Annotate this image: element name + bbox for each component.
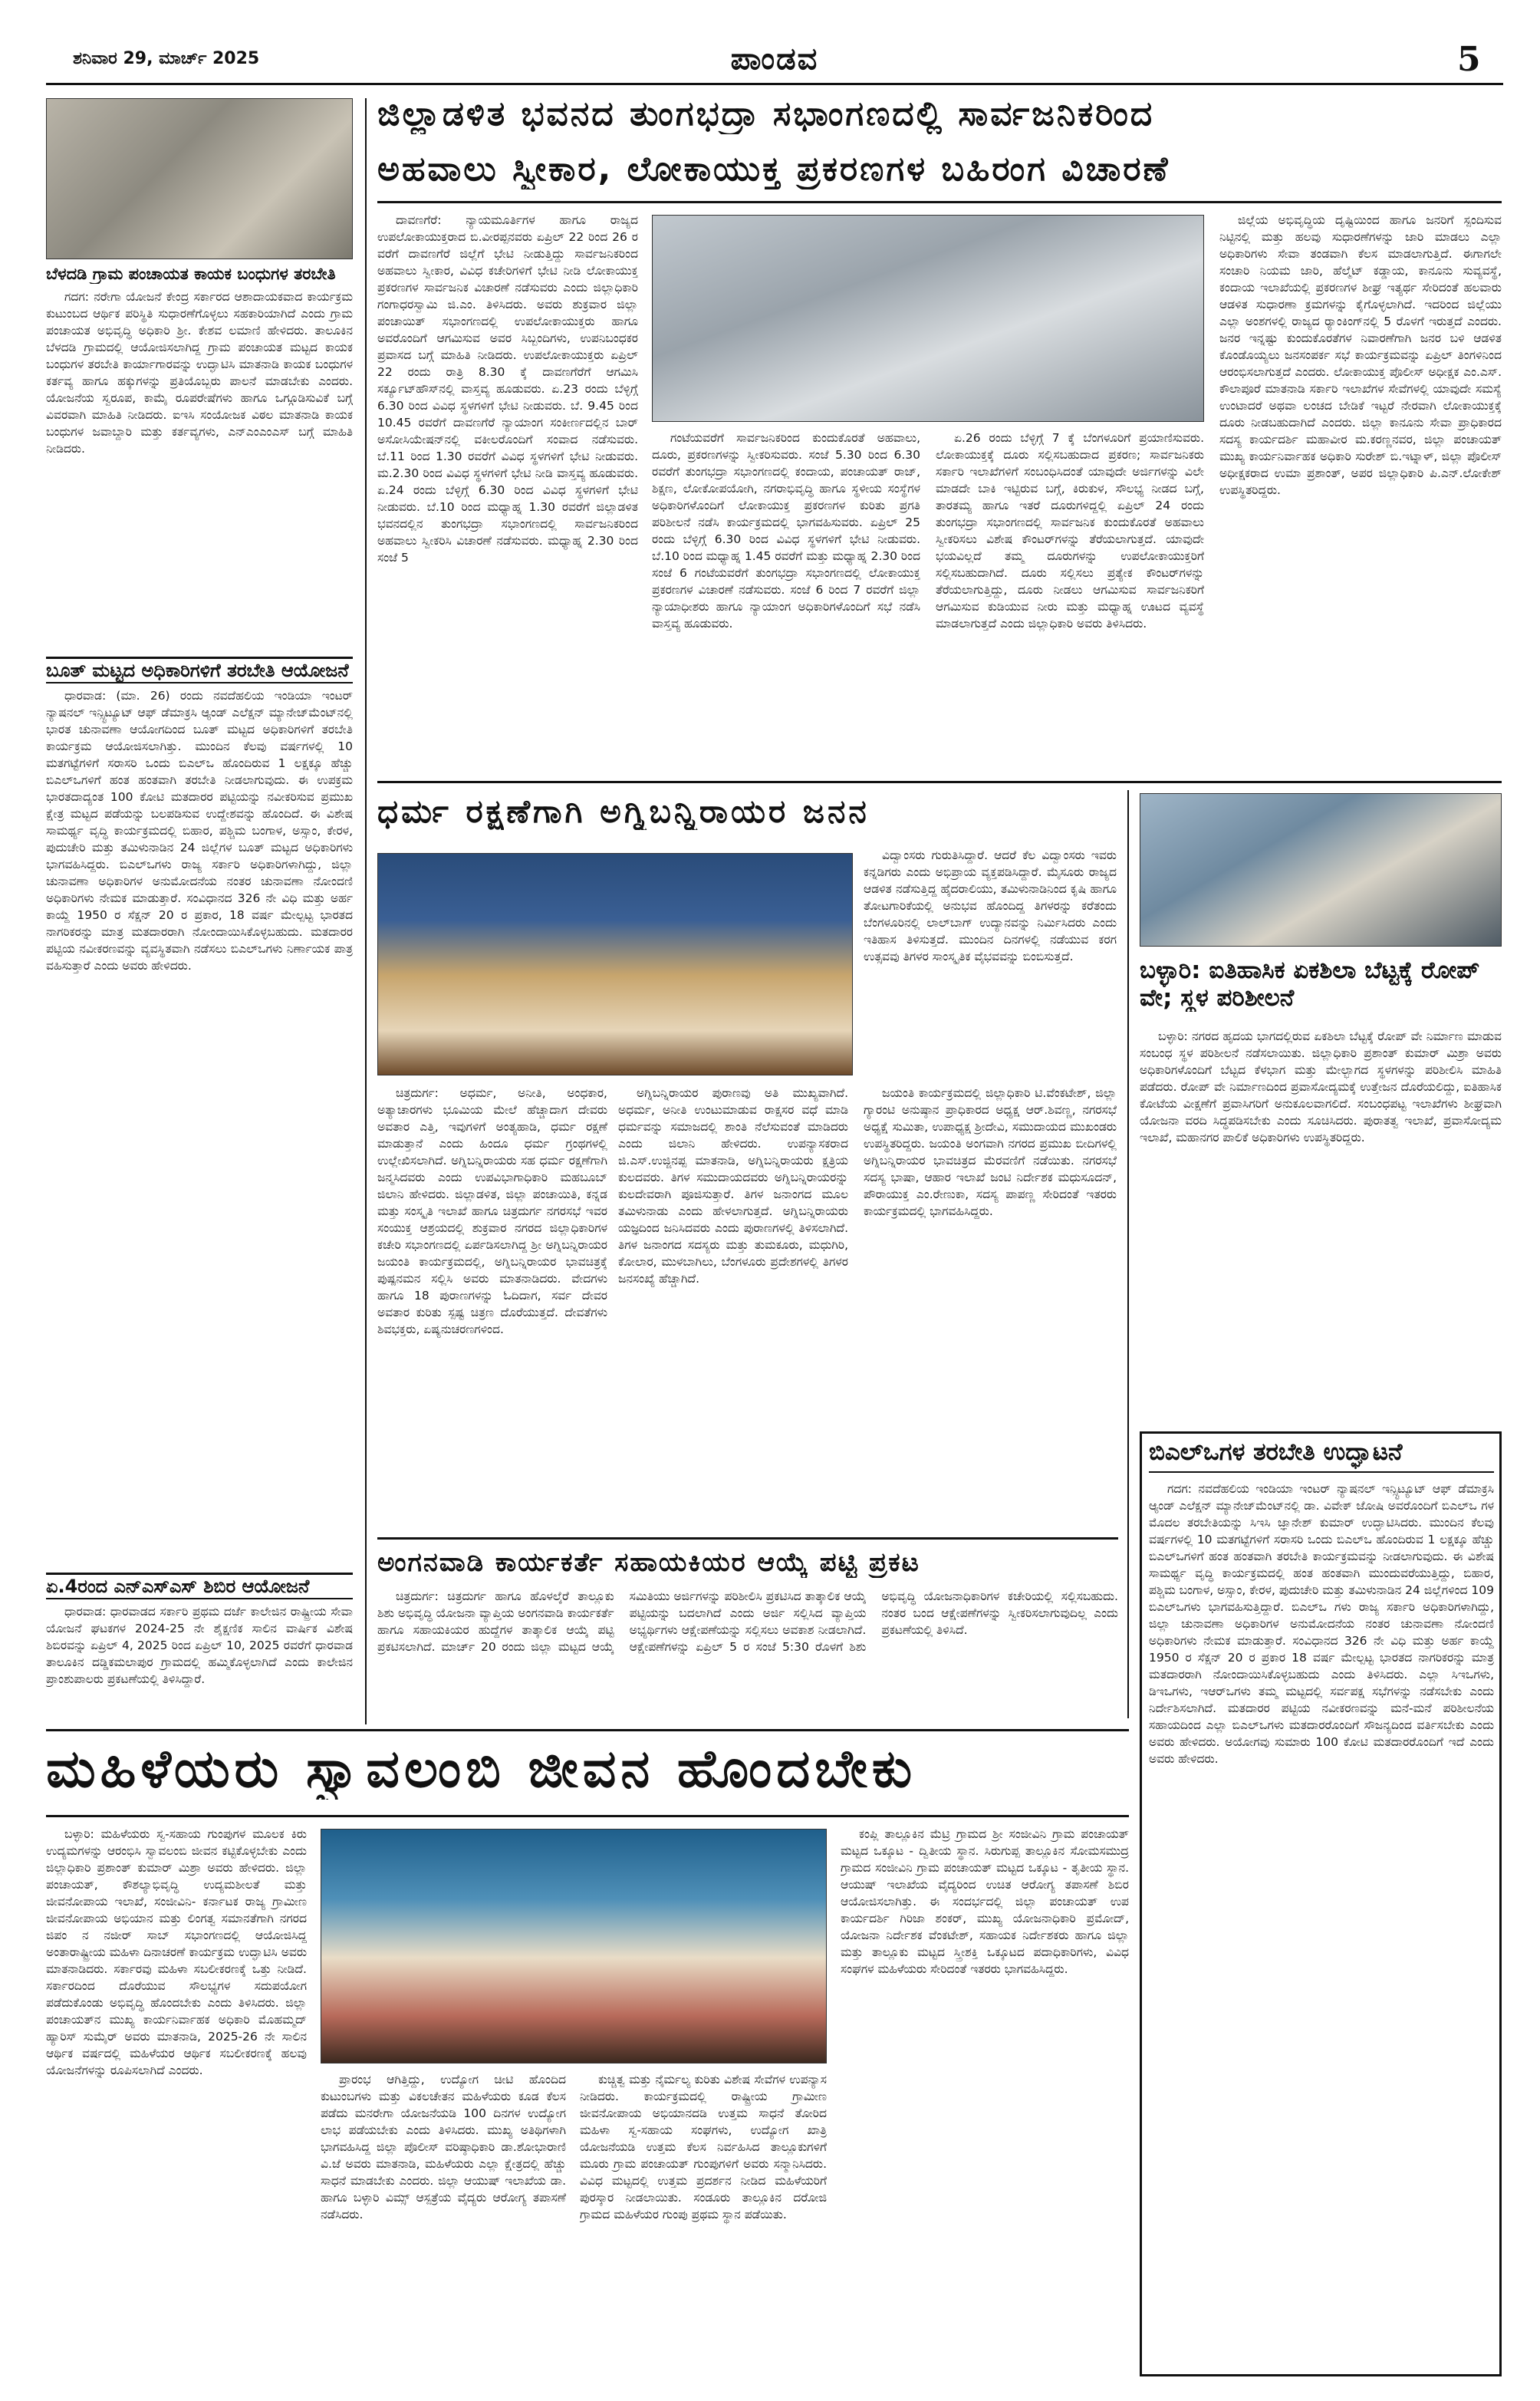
story4-side	[864, 847, 1117, 1077]
top-story-col3	[936, 430, 1204, 770]
story4-col2-text: ಅಗ್ನಿಬನ್ನಿರಾಯರ ಪುರಾಣವು ಅತಿ ಮುಖ್ಯವಾಗಿದೆ. ಅಧರ್ಮ, ಅನೀತಿ ಉಂಟುಮಾಡುವ ರಾಕ್ಷಸರ ವಧೆ ಮಾಡಿ ಧರ್ಮವನ್ನು ಸಮಾಜದಲ್ಲಿ ಶಾಂತಿ ನೆಲೆಸುವಂತೆ ಮಾಡಿದರು ಎಂದು ಜಿಲಾನಿ ಹೇಳಿದರು. ಉಪನ್ಯಾಸಕರಾದ ಜಿ.ಎಸ್.ಉಜ್ಜಿನಪ್ಪ ಮಾತನಾಡಿ, ಅಗ್ನಿಬನ್ನಿರಾಯರು ಕ್ಷತ್ರಿಯ ಕುಲದವರು. ತಿಗಳ ಸಮುದಾಯದವರು ಅಗ್ನಿಬನ್ನಿರಾಯರನ್ನು ಕುಲದೇವರಾಗಿ ಪೂಜಿಸುತ್ತಾರೆ. ತಿಗಳ ಜನಾಂಗದ ಮೂಲ ತಮಿಳುನಾಡು ಎಂದು ಹೇಳಲಾಗುತ್ತದೆ. ಅಗ್ನಿಬನ್ನಿರಾಯರು ಯಜ್ಞದಿಂದ ಜನಿಸಿದವರು ಎಂದು ಪುರಾಣಗಳಲ್ಲಿ ತಿಳಿಸಲಾಗಿದೆ. ತಿಗಳ ಜನಾಂಗದ ಸದಸ್ಯರು ಮತ್ತು ತುಮಕೂರು, ಮಧುಗಿರಿ, ಕೋಲಾರ, ಮುಳಬಾಗಿಲು, ಬೆಂಗಳೂರು ಪ್ರದೇಶಗಳಲ್ಲಿ ತಿಗಳರ ಜನಸಂಖ್ಯೆ ಹೆಚ್ಚಾಗಿದೆ.	[618, 1086, 848, 1286]
section-rule	[377, 781, 1502, 783]
top-story-col3-text: ಏ.26 ರಂದು ಬೆಳ್ಳಿಗ್ಗೆ 7 ಕ್ಕೆ ಬೆಂಗಳೂರಿಗೆ ಪ್ರಯಾಣಿಸುವರು. ಲೋಕಾಯುಕ್ತಕ್ಕೆ ದೂರು ಸಲ್ಲಿಸಬಹುದಾದ ಪ್ರಕರಣ; ಸಾರ್ವಜನಿಕರು ಸರ್ಕಾರಿ ಇಲಾಖೆಗಳಿಗೆ ಸಂಬಂಧಿಸಿದಂತೆ ಯಾವುದೇ ಅರ್ಜಿಗಳನ್ನು ವಿಲೇ ಮಾಡದೇ ಬಾಕಿ ಇಟ್ಟಿರುವ ಬಗ್ಗೆ, ಕಿರುಕುಳ, ಸೌಲಭ್ಯ ನೀಡದ ಬಗ್ಗೆ, ತಾರತಮ್ಯ ಹಾಗೂ ಇತರೆ ದೂರುಗಳಿದ್ದಲ್ಲಿ ಏಪ್ರಿಲ್ 24 ರಂದು ತುಂಗಭದ್ರಾ ಸಭಾಂಗಣದಲ್ಲಿ ಸಾರ್ವಜನಿಕ ಕುಂದುಕೊರತೆ ಅಹವಾಲು ಸ್ವೀಕರಿಸಲು ವಿಶೇಷ ಕೌಂಟರ್‌ಗಳನ್ನು ತೆರೆಯಲಾಗುತ್ತದೆ. ಯಾವುದೇ ಭಯವಿಲ್ಲದೆ ತಮ್ಮ ದೂರುಗಳನ್ನು ಉಪಲೋಕಾಯುಕ್ತರಿಗೆ ಸಲ್ಲಿಸಬಹುದಾಗಿದೆ. ದೂರು ಸಲ್ಲಿಸಲು ಪ್ರತ್ಯೇಕ ಕೌಂಟರ್‌ಗಳನ್ನು ತೆರೆಯಲಾಗುತ್ತಿದ್ದು, ದೂರು ನೀಡಲು ಆಗಮಿಸುವ ಸಾರ್ವಜನಿಕರಿಗೆ ಆಗಮಿಸುವ ಕುಡಿಯುವ ನೀರು ಮತ್ತು ಮಧ್ಯಾಹ್ನ ಊಟದ ವ್ಯವಸ್ಥೆ ಮಾಡಲಾಗುತ್ತದೆ ಎಂದು ಜಿಲ್ಲಾಧಿಕಾರಿ ಅವರು ತಿಳಿಸಿದರು.	[936, 431, 1204, 631]
bottom-col1-text: ಬಳ್ಳಾರಿ: ಮಹಿಳೆಯರು ಸ್ವ-ಸಹಾಯ ಗುಂಪುಗಳ ಮೂಲಕ ಕಿರು ಉದ್ಯಮಗಳನ್ನು ಆರಂಭಿಸಿ ಸ್ವಾವಲಂಬಿ ಜೀವನ ಕಟ್ಟಿಕೊಳ್ಳಬೇಕು ಎಂದು ಜಿಲ್ಲಾಧಿಕಾರಿ ಪ್ರಶಾಂತ್ ಕುಮಾರ್ ಮಿಶ್ರಾ ಅವರು ಹೇಳಿದರು. ಜಿಲ್ಲಾ ಪಂಚಾಯತ್, ಕೌಶಲ್ಯಾಭಿವೃದ್ಧಿ ಉದ್ಯಮಶೀಲತೆ ಮತ್ತು ಜೀವನೋಪಾಯ ಇಲಾಖೆ, ಸಂಜೀವಿನಿ- ಕರ್ನಾಟಕ ರಾಜ್ಯ ಗ್ರಾಮೀಣ ಜೀವನೋಪಾಯ ಅಭಿಯಾನ ಮತ್ತು ಲಿಂಗತ್ವ ಸಮಾನತೆಗಾಗಿ ನಗರದ ಜಿಪಂ ನ ನಜೀರ್ ಸಾಬ್ ಸಭಾಂಗಣದಲ್ಲಿ ಆಯೋಜಿಸಿದ್ದ ಅಂತಾರಾಷ್ಟ್ರೀಯ ಮಹಿಳಾ ದಿನಾಚರಣೆ ಕಾರ್ಯಕ್ರಮ ಉದ್ಘಾಟಿಸಿ ಅವರು ಮಾತನಾಡಿದರು. ಸರ್ಕಾರವು ಮಹಿಳಾ ಸಬಲೀಕರಣಕ್ಕೆ ಒತ್ತು ನೀಡಿದೆ. ಸರ್ಕಾರದಿಂದ ದೊರೆಯುವ ಸೌಲಭ್ಯಗಳ ಸದುಪಯೋಗ ಪಡೆದುಕೊಂಡು ಅಭಿವೃದ್ಧಿ ಹೊಂದಬೇಕು ಎಂದು ತಿಳಿಸಿದರು. ಜಿಲ್ಲಾ ಪಂಚಾಯತ್‌ನ ಮುಖ್ಯ ಕಾರ್ಯನಿರ್ವಾಹಕ ಅಧಿಕಾರಿ ಮೊಹಮ್ಮದ್ ಹ್ಯಾರಿಸ್ ಸುಮೈರ್ ಅವರು ಮಾತನಾಡಿ, 2025-26 ನೇ ಸಾಲಿನ ಆರ್ಥಿಕ ವರ್ಷದಲ್ಲಿ ಮಹಿಳೆಯರ ಆರ್ಥಿಕ ಸಬಲೀಕರಣಕ್ಕೆ ಹಲವು ಯೋಜನೆಗಳನ್ನು ರೂಪಿಸಲಾಗಿದೆ ಎಂದರು.	[46, 1827, 307, 2077]
top-story-col2-text: ಗಂಟೆಯವರೆಗೆ ಸಾರ್ವಜನಿಕರಿಂದ ಕುಂದುಕೊರತೆ ಅಹವಾಲು, ದೂರು, ಪ್ರಕರಣಗಳನ್ನು ಸ್ವೀಕರಿಸುವರು. ಸಂಜೆ 5.30 ರಿಂದ 6.30 ರವರೆಗೆ ತುಂಗಭದ್ರಾ ಸಭಾಂಗಣದಲ್ಲಿ ಕಂದಾಯ, ಪಂಚಾಯತ್ ರಾಜ್, ಶಿಕ್ಷಣ, ಲೋಕೋಪಯೋಗಿ, ನಗರಾಭಿವೃದ್ಧಿ ಹಾಗೂ ಸ್ಥಳೀಯ ಸಂಸ್ಥೆಗಳ ಅಧಿಕಾರಿಗಳೊಂದಿಗೆ ಲೋಕಾಯುಕ್ತ ಪ್ರಕರಣಗಳ ಕುರಿತು ಪ್ರಗತಿ ಪರಿಶೀಲನೆ ನಡೆಸಿ ಕಾರ್ಯಕ್ರಮದಲ್ಲಿ ಭಾಗವಹಿಸುವರು. ಏಪ್ರಿಲ್ 25 ರಂದು ಬೆಳ್ಳಿಗ್ಗೆ 6.30 ರಿಂದ ವಿವಿಧ ಸ್ಥಳಗಳಿಗೆ ಭೇಟಿ ನೀಡುವರು. ಬೆ.10 ರಿಂದ ಮಧ್ಯಾಹ್ನ 1.45 ರವರೆಗೆ ಮತ್ತು ಮಧ್ಯಾಹ್ನ 2.30 ರಿಂದ ಸಂಜೆ 6 ಗಂಟೆಯವರೆಗೆ ತುಂಗಭದ್ರಾ ಸಭಾಂಗಣದಲ್ಲಿ ಲೋಕಾಯುಕ್ತ ಪ್ರಕರಣಗಳ ವಿಚಾರಣೆ ನಡೆಸುವರು. ಸಂಜೆ 6 ರಿಂದ 7 ರವರೆಗೆ ಜಿಲ್ಲಾ ನ್ಯಾಯಾಧೀಶರು ಹಾಗೂ ನ್ಯಾಯಾಂಗ ಅಧಿಕಾರಿಗಳೊಂದಿಗೆ ಸಭೆ ನಡೆಸಿ ವಾಸ್ತವ್ಯ ಹೂಡುವರು.	[652, 431, 920, 631]
story3-body	[46, 1603, 353, 1718]
story1-body	[46, 288, 353, 649]
story2-title: ಬೂತ್ ಮಟ್ಟದ ಅಧಿಕಾರಿಗಳಿಗೆ ತರಬೇತಿ ಆಯೋಜನೆ	[46, 657, 353, 683]
story7-title: ಬಿಎಲ್‌ಒಗಳ ತರಬೇತಿ ಉದ್ಘಾಟನೆ	[1149, 1439, 1494, 1473]
top-story-col4-text: ಜಿಲ್ಲೆಯ ಅಭಿವೃದ್ಧಿಯ ದೃಷ್ಟಿಯಿಂದ ಹಾಗೂ ಜನರಿಗೆ ಸ್ಪಂದಿಸುವ ನಿಟ್ಟಿನಲ್ಲಿ ಮತ್ತು ಹಲವು ಸುಧಾರಣೆಗಳನ್ನು ಜಾರಿ ಮಾಡಲು ಎಲ್ಲಾ ಅಧಿಕಾರಿಗಳು ಸೇವಾ ತಂಡವಾಗಿ ಕೆಲಸ ಮಾಡಲಾಗುತ್ತಿದೆ. ಈಗಾಗಲೇ ಸಂಚಾರಿ ನಿಯಮ ಜಾರಿ, ಹೆಲ್ಮೆಟ್ ಕಡ್ಡಾಯ, ಕಾನೂನು ಸುವ್ಯವಸ್ಥೆ, ಕಂದಾಯ ಇಲಾಖೆಯಲ್ಲಿ ಪ್ರಕರಣಗಳ ಶೀಘ್ರ ಇತ್ಯರ್ಥ ಸೇರಿದಂತೆ ಹಲವಾರು ಆಡಳಿತ ಸುಧಾರಣಾ ಕ್ರಮಗಳನ್ನು ಕೈಗೊಳ್ಳಲಾಗಿದೆ. ಇದರಿಂದ ಜಿಲ್ಲೆಯು ಎಲ್ಲಾ ಅಂಶಗಳಲ್ಲಿ ರಾಜ್ಯದ ರ್‍ಯಾಂಕಿಂಗ್‌ನಲ್ಲಿ 5 ರೊಳಗೆ ಇರುತ್ತದೆ ಎಂದರು. ಜನರ ಇನ್ನಷ್ಟು ಕುಂದುಕೊರತೆಗಳ ನಿವಾರಣೆಗಾಗಿ ಜನರ ಬಳಿ ಆಡಳಿತ ಕೊಂಡೊಯ್ಯಲು ಜನಸಂಪರ್ಕ ಸಭೆ ಕಾರ್ಯಕ್ರಮವನ್ನು ಏಪ್ರಿಲ್ ತಿಂಗಳಿನಿಂದ ಆರಂಭಿಸಲಾಗುತ್ತದೆ ಎಂದರು. ಲೋಕಾಯುಕ್ತ ಪೊಲೀಸ್ ಅಧೀಕ್ಷಕ ಎಂ.ಎಸ್. ಕೌಲಾಪೂರೆ ಮಾತನಾಡಿ ಸರ್ಕಾರಿ ಇಲಾಖೆಗಳ ಸೇವೆಗಳಲ್ಲಿ ಯಾವುದೇ ಸಮಸ್ಯೆ ಉಂಟಾದರೆ ಅಥವಾ ಲಂಚದ ಬೇಡಿಕೆ ಇಟ್ಟರೆ ನೇರವಾಗಿ ಲೋಕಾಯುಕ್ತಕ್ಕೆ ದೂರು ನೀಡಬಹುದಾಗಿದೆ ಎಂದರು. ಜಿಲ್ಲಾ ಕಾನೂನು ಸೇವಾ ಪ್ರಾಧಿಕಾರದ ಸದಸ್ಯ ಕಾರ್ಯದರ್ಶಿ ಮಹಾವೀರ ಮ.ಕರಣ್ಣನವರ, ಜಿಲ್ಲಾ ಪಂಚಾಯತ್ ಮುಖ್ಯ ಕಾರ್ಯನಿರ್ವಾಹಕ ಅಧಿಕಾರಿ ಸುರೇಶ್ ಬಿ.ಇಟ್ನಾಳ್, ಜಿಲ್ಲಾ ಪೊಲೀಸ್ ಅಧೀಕ್ಷಕರಾದ ಉಮಾ ಪ್ರಶಾಂತ್, ಅಪರ ಜಿಲ್ಲಾಧಿಕಾರಿ ಪಿ.ಎನ್.ಲೋಕೇಶ್ ಉಪಸ್ಥಿತರಿದ್ದರು.	[1219, 213, 1502, 497]
bottom-col3-text: ಕುಚ್ಚಿತ್ವ ಮತ್ತು ನೈರ್ಮಲ್ಯ ಕುರಿತು ವಿಶೇಷ ಸೇವೆಗಳ ಉಪನ್ಯಾಸ ನೀಡಿದರು. ಕಾರ್ಯಕ್ರಮದಲ್ಲಿ ರಾಷ್ಟ್ರೀಯ ಗ್ರಾಮೀಣ ಜೀವನೋಪಾಯ ಅಭಿಯಾನದಡಿ ಉತ್ತಮ ಸಾಧನೆ ತೋರಿದ ಮಹಿಳಾ ಸ್ವ-ಸಹಾಯ ಸಂಘಗಳು, ಉದ್ಯೋಗ ಖಾತ್ರಿ ಯೋಜನೆಯಡಿ ಉತ್ತಮ ಕೆಲಸ ನಿರ್ವಹಿಸಿದ ತಾಲ್ಲೂಕುಗಳಿಗೆ ಮೂರು ಗ್ರಾಮ ಪಂಚಾಯತ್ ಗುಂಪುಗಳಿಗೆ ಅವರು ಸನ್ಮಾನಿಸಿದರು. ವಿವಿಧ ಮಟ್ಟದಲ್ಲಿ ಉತ್ತಮ ಪ್ರದರ್ಶನ ನೀಡಿದ ಮಹಿಳೆಯರಿಗೆ ಪುರಸ್ಕಾರ ನೀಡಲಾಯಿತು. ಸಂಡೂರು ತಾಲ್ಲೂಕಿನ ದರೋಜಿ ಗ್ರಾಮದ ಮಹಿಳೆಯರ ಗುಂಪು ಪ್ರಥಮ ಸ್ಥಾನ ಪಡೆಯಿತು.	[580, 2073, 827, 2222]
story4-col3	[864, 1085, 1117, 1530]
womens-day-photo	[321, 1829, 827, 2063]
top-story-col2	[652, 430, 920, 770]
story5-text: ಚಿತ್ರದುರ್ಗ: ಚಿತ್ರದುರ್ಗ ಹಾಗೂ ಹೊಳಲ್ಕೆರೆ ತಾಲ್ಲೂಕು ಶಿಶು ಅಭಿವೃದ್ಧಿ ಯೋಜನಾ ವ್ಯಾಪ್ತಿಯ ಅಂಗನವಾಡಿ ಕಾರ್ಯಕರ್ತೆ ಹಾಗೂ ಸಹಾಯಕಿಯರ ಹುದ್ದೆಗಳ ತಾತ್ಕಾಲಿಕ ಆಯ್ಕೆ ಪಟ್ಟಿ ಪ್ರಕಟಿಸಲಾಗಿದೆ. ಮಾರ್ಚ್ 20 ರಂದು ಜಿಲ್ಲಾ ಮಟ್ಟದ ಆಯ್ಕೆ ಸಮಿತಿಯು ಅರ್ಜಿಗಳನ್ನು ಪರಿಶೀಲಿಸಿ ಪ್ರಕಟಿಸಿದ ತಾತ್ಕಾಲಿಕ ಆಯ್ಕೆ ಪಟ್ಟಿಯನ್ನು ಬದಲಾಗಿದೆ ಎಂದು ಅರ್ಜಿ ಸಲ್ಲಿಸಿದ ವ್ಯಾಪ್ತಿಯ ಅಭ್ಯರ್ಥಿಗಳು ಆಕ್ಷೇಪಣೆಯನ್ನು ಸಲ್ಲಿಸಲು ಅವಕಾಶ ನೀಡಲಾಗಿದೆ. ಆಕ್ಷೇಪಣೆಗಳನ್ನು ಏಪ್ರಿಲ್ 5 ರ ಸಂಜೆ 5:30 ರೊಳಗೆ ಶಿಶು ಅಭಿವೃದ್ಧಿ ಯೋಜನಾಧಿಕಾರಿಗಳ ಕಚೇರಿಯಲ್ಲಿ ಸಲ್ಲಿಸಬಹುದು. ನಂತರ ಬಂದ ಆಕ್ಷೇಪಣೆಗಳನ್ನು ಸ್ವೀಕರಿಸಲಾಗುವುದಿಲ್ಲ ಎಂದು ಪ್ರಕಟಣೆಯಲ್ಲಿ ತಿಳಿಸಿದೆ.	[377, 1589, 1118, 1654]
bottom-headline-rule	[46, 1815, 1129, 1817]
story4-title: ಧರ್ಮ ರಕ್ಷಣೆಗಾಗಿ ಅಗ್ನಿಬನ್ನಿರಾಯರ ಜನನ	[377, 793, 870, 830]
masthead: ಪಾಂಡವ	[730, 41, 819, 77]
top-headline-rule	[377, 201, 1502, 203]
bottom-col4-text: ಕಂಪ್ಲಿ ತಾಲ್ಲೂಕಿನ ಮೆಟ್ರಿ ಗ್ರಾಮದ ಶ್ರೀ ಸಂಜೀವಿನಿ ಗ್ರಾಮ ಪಂಚಾಯತ್ ಮಟ್ಟದ ಒಕ್ಕೂಟ - ದ್ವಿತೀಯ ಸ್ಥಾನ. ಸಿರುಗುಪ್ಪ ತಾಲ್ಲೂಕಿನ ಸೋಮಸಮುದ್ರ ಗ್ರಾಮದ ಸಂಜೀವಿನಿ ಗ್ರಾಮ ಪಂಚಾಯತ್ ಮಟ್ಟದ ಒಕ್ಕೂಟ - ತೃತೀಯ ಸ್ಥಾನ. ಆಯುಷ್ ಇಲಾಖೆಯ ವೈದ್ಯರಿಂದ ಉಚಿತ ಆರೋಗ್ಯ ತಪಾಸಣೆ ಶಿಬಿರ ಆಯೋಜಿಸಲಾಗಿತ್ತು. ಈ ಸಂದರ್ಭದಲ್ಲಿ ಜಿಲ್ಲಾ ಪಂಚಾಯತ್ ಉಪ ಕಾರ್ಯದರ್ಶಿ ಗಿರಿಜಾ ಶಂಕರ್, ಮುಖ್ಯ ಯೋಜನಾಧಿಕಾರಿ ಪ್ರಮೋದ್, ಯೋಜನಾ ನಿರ್ದೇಶಕ ವೆಂಕಟೇಶ್, ಸಹಾಯಕ ನಿರ್ದೇಶಕರು ಹಾಗೂ ಜಿಲ್ಲಾ ಮತ್ತು ತಾಲ್ಲೂಕು ಮಟ್ಟದ ಸ್ತ್ರೀಶಕ್ತಿ ಒಕ್ಕೂಟದ ಪದಾಧಿಕಾರಿಗಳು, ವಿವಿಧ ಸಂಘಗಳ ಮಹಿಳೆಯರು ಸೇರಿದಂತೆ ಇತರರು ಭಾಗವಹಿಸಿದ್ದರು.	[841, 1827, 1129, 1976]
story4-col3-text: ಜಯಂತಿ ಕಾರ್ಯಕ್ರಮದಲ್ಲಿ ಜಿಲ್ಲಾಧಿಕಾರಿ ಟಿ.ವೆಂಕಟೇಶ್, ಜಿಲ್ಲಾ ಗ್ಯಾರಂಟಿ ಅನುಷ್ಠಾನ ಪ್ರಾಧಿಕಾರದ ಅಧ್ಯಕ್ಷ ಆರ್.ಶಿವಣ್ಣ, ನಗರಸಭೆ ಅಧ್ಯಕ್ಷೆ ಸುಮಿತಾ, ಉಪಾಧ್ಯಕ್ಷ ಶ್ರೀದೇವಿ, ಸಮುದಾಯದ ಮುಖಂಡರು ಉಪಸ್ಥಿತರಿದ್ದರು. ಜಯಂತಿ ಅಂಗವಾಗಿ ನಗರದ ಪ್ರಮುಖ ಬೀದಿಗಳಲ್ಲಿ ಅಗ್ನಿಬನ್ನಿರಾಯರ ಭಾವಚಿತ್ರದ ಮೆರವಣಿಗೆ ನಡೆಯಿತು. ನಗರಸಭೆ ಸದಸ್ಯ ಭಾಷಾ, ಆಹಾರ ಇಲಾಖೆ ಜಂಟಿ ನಿರ್ದೇಶಕ ಮಧುಸೂದನ್, ಪೌರಾಯುಕ್ತ ಎಂ.ರೇಣುಕಾ, ಸದಸ್ಯ ಪಾಪಣ್ಣ ಸೇರಿದಂತೆ ಇತರರು ಕಾರ್ಯಕ್ರಮದಲ್ಲಿ ಭಾಗವಹಿಸಿದ್ದರು.	[864, 1086, 1117, 1218]
story5-title: ಅಂಗನವಾಡಿ ಕಾರ್ಯಕರ್ತೆ ಸಹಾಯಕಿಯರ ಆಯ್ಕೆ ಪಟ್ಟಿ ಪ್ರಕಟ	[377, 1548, 920, 1578]
page-number: 5	[1457, 40, 1481, 79]
top-headline-line1: ಜಿಲ್ಲಾಡಳಿತ ಭವನದ ತುಂಗಭದ್ರಾ ಸಭಾಂಗಣದಲ್ಲಿ ಸಾರ್ವಜನಿಕರಿಂದ	[377, 95, 1155, 133]
top-headline-line2: ಅಹವಾಲು ಸ್ವೀಕಾರ, ಲೋಕಾಯುಕ್ತ ಪ್ರಕರಣಗಳ ಬಹಿರಂಗ ವಿಚಾರಣೆ	[377, 150, 1170, 189]
story7-text: ಗದಗ: ನವದೆಹಲಿಯ ಇಂಡಿಯಾ ಇಂಟರ್ ನ್ಯಾಷನಲ್ ಇನ್ಸ್ಟಿಟ್ಯೂಟ್ ಆಫ್ ಡೆಮಾಕ್ರಸಿ ಆ್ಯಂಡ್ ಎಲೆಕ್ಷನ್ ಮ್ಯಾನೇಜ್‌ಮೆಂಟ್‌ನಲ್ಲಿ ಡಾ. ವಿವೇಕ್ ಜೋಷಿ ಅವರೊಂದಿಗೆ ಬಿಎಲ್‌ಒ ಗಳ ಮೊದಲ ತರಬೇತಿಯನ್ನು ಸಿಇಸಿ ಜ್ಞಾನೇಶ್ ಕುಮಾರ್ ಉದ್ಘಾಟಿಸಿದರು. ಮುಂದಿನ ಕೆಲವು ವರ್ಷಗಳಲ್ಲಿ 10 ಮತಗಟ್ಟೆಗಳಿಗೆ ಸರಾಸರಿ ಒಂದು ಬಿಎಲ್‌ಒ ಹೊಂದಿರುವ 1 ಲಕ್ಷಕ್ಕೂ ಹೆಚ್ಚು ಬಿಎಲ್‌ಒಗಳಿಗೆ ಹಂತ ಹಂತವಾಗಿ ತರಬೇತಿ ಕಾರ್ಯಕ್ರಮವನ್ನು ನೀಡಲಾಗುವುದು. ಈ ವಿಶೇಷ ಸಾಮರ್ಥ್ಯ ವೃದ್ಧಿ ಕಾರ್ಯಕ್ರಮದಲ್ಲಿ ಹಂತ ಹಂತವಾಗಿ ಮುಂದುವರೆಯುತ್ತಿದ್ದು, ಬಿಹಾರ, ಪಶ್ಚಿಮ ಬಂಗಾಳ, ಅಸ್ಸಾಂ, ಕೇರಳ, ಪುದುಚೇರಿ ಮತ್ತು ತಮಿಳುನಾಡಿನ 24 ಜಿಲ್ಲೆಗಳಿಂದ 109 ಬಿಎಲ್‌ಒಗಳು ಭಾಗವಹಿಸುತ್ತಿದ್ದಾರೆ. ಬಿಎಲ್‌ಒ ಗಳು ರಾಜ್ಯ ಸರ್ಕಾರಿ ಅಧಿಕಾರಿಗಳಾಗಿದ್ದು, ಜಿಲ್ಲಾ ಚುನಾವಣಾ ಅಧಿಕಾರಿಗಳ ಅನುಮೋದನೆಯ ನಂತರ ಚುನಾವಣಾ ನೋಂದಣಿ ಅಧಿಕಾರಿಗಳು ನೇಮಕ ಮಾಡುತ್ತಾರೆ. ಸಂವಿಧಾನದ 326 ನೇ ವಿಧಿ ಮತ್ತು ಅರ್ಹ ಕಾಯ್ದೆ 1950 ರ ಸೆಕ್ಷನ್ 20 ರ ಪ್ರಕಾರ 18 ವರ್ಷ ಮೇಲ್ಪಟ್ಟ ಭಾರತದ ನಾಗರಿಕರನ್ನು ಮಾತ್ರ ಮತದಾರರಾಗಿ ನೋಂದಾಯಿಸಿಕೊಳ್ಳಬಹುದು ಎಂದು ತಿಳಿಸಿದರು. ಎಲ್ಲಾ ಸಿಇಒಗಳು, ಡಿಇಒಗಳು, ಇಆರ್‌ಒಗಳು ತಮ್ಮ ಮಟ್ಟದಲ್ಲಿ ಸರ್ವಪಕ್ಷ ಸಭೆಗಳನ್ನು ನಡೆಸಬೇಕು ಎಂದು ನಿರ್ದೇಶಿಸಲಾಗಿದೆ. ಮತದಾರರ ಪಟ್ಟಿಯ ನವೀಕರಣವನ್ನು ಮನೆ-ಮನೆ ಪರಿಶೀಲನೆಯ ಸಹಾಯದಿಂದ ಎಲ್ಲಾ ಬಿಎಲ್‌ಒಗಳು ಮತದಾರರೊಂದಿಗೆ ಸೌಜನ್ಯದಿಂದ ವರ್ತಿಸಬೇಕು ಎಂದು ಅವರು ಹೇಳಿದರು. ಅಯೋಗವು ಸುಮಾರು 100 ಕೋಟಿ ಮತದಾರರೊಂದಿಗೆ ಇದೆ ಎಂದು ಅವರು ಹೇಳಿದರು.	[1149, 1482, 1494, 1766]
story2-body	[46, 687, 353, 1566]
story5-rule	[377, 1537, 1118, 1540]
jayanti-photo	[377, 853, 853, 1075]
top-story-col4	[1219, 212, 1502, 770]
story1-title: ಬೆಳದಡಿ ಗ್ರಾಮ ಪಂಚಾಯತ ಕಾಯಕ ಬಂಧುಗಳ ತರಬೇತಿ	[46, 265, 336, 283]
story4-col1	[377, 1085, 607, 1530]
story2-text: ಧಾರವಾಡ: (ಮಾ. 26) ರಂದು ನವದೆಹಲಿಯ ಇಂಡಿಯಾ ಇಂಟರ್ ನ್ಯಾಷನಲ್ ಇನ್ಸ್ಟಿಟ್ಯೂಟ್ ಆಫ್ ಡೆಮಾಕ್ರಸಿ ಆ್ಯಂಡ್ ಎಲೆಕ್ಷನ್ ಮ್ಯಾನೇಜ್‌ಮೆಂಟ್‌ನಲ್ಲಿ ಭಾರತ ಚುನಾವಣಾ ಆಯೋಗದಿಂದ ಬೂತ್ ಮಟ್ಟದ ಅಧಿಕಾರಿಗಳಿಗೆ ತರಬೇತಿ ಕಾರ್ಯಕ್ರಮ ಆಯೋಜಿಸಲಾಗಿತ್ತು. ಮುಂದಿನ ಕೆಲವು ವರ್ಷಗಳಲ್ಲಿ 10 ಮತಗಟ್ಟೆಗಳಿಗೆ ಸರಾಸರಿ ಒಂದು ಬಿಎಲ್‌ಒ ಹೊಂದಿರುವ 1 ಲಕ್ಷಕ್ಕೂ ಹೆಚ್ಚು ಬಿಎಲ್‌ಒಗಳಿಗೆ ಹಂತ ಹಂತವಾಗಿ ತರಬೇತಿ ನೀಡಲಾಗುವುದು. ಈ ಉಪಕ್ರಮ ಭಾರತದಾದ್ಯಂತ 100 ಕೋಟಿ ಮತದಾರರ ಪಟ್ಟಿಯನ್ನು ನವೀಕರಿಸುವ ಪ್ರಮುಖ ಕ್ಷೇತ್ರ ಮಟ್ಟದ ಪಡೆಯನ್ನು ಬಲಪಡಿಸುವ ಉದ್ದೇಶವನ್ನು ಹೊಂದಿದೆ. ಈ ವಿಶೇಷ ಸಾಮರ್ಥ್ಯ ವೃದ್ಧಿ ಕಾರ್ಯಕ್ರಮದಲ್ಲಿ ಬಿಹಾರ, ಪಶ್ಚಿಮ ಬಂಗಾಳ, ಅಸ್ಸಾಂ, ಕೇರಳ, ಪುದುಚೇರಿ ಮತ್ತು ತಮಿಳುನಾಡಿನ 24 ಜಿಲ್ಲೆಗಳ ಬೂತ್ ಮಟ್ಟದ ಅಧಿಕಾರಿಗಳು ಭಾಗವಹಿಸಿದ್ದರು. ಬಿಎಲ್‌ಒಗಳು ರಾಜ್ಯ ಸರ್ಕಾರಿ ಅಧಿಕಾರಿಗಳಾಗಿದ್ದು, ಜಿಲ್ಲಾ ಚುನಾವಣಾ ಅಧಿಕಾರಿಗಳ ಅನುಮೋದನೆಯ ನಂತರ ಚುನಾವಣಾ ನೋಂದಣಿ ಅಧಿಕಾರಿಗಳು ನೇಮಕ ಮಾಡುತ್ತಾರೆ. ಸಂವಿಧಾನದ 326 ನೇ ವಿಧಿ ಮತ್ತು ಅರ್ಹ ಕಾಯ್ದೆ 1950 ರ ಸೆಕ್ಷನ್ 20 ರ ಪ್ರಕಾರ, 18 ವರ್ಷ ಮೇಲ್ಪಟ್ಟ ಭಾರತದ ನಾಗರಿಕರನ್ನು ಮಾತ್ರ ಮತದಾರರಾಗಿ ನೋಂದಾಯಿಸಿಕೊಳ್ಳಬಹುದು. ಮತದಾರರ ಪಟ್ಟಿಯ ನವೀಕರಣವನ್ನು ವ್ಯವಸ್ಥಿತವಾಗಿ ನಡೆಸಲು ಬಿಎಲ್‌ಒಗಳು ನಿರ್ಣಾಯಕ ಪಾತ್ರ ವಹಿಸುತ್ತಾರೆ ಎಂದು ಅವರು ಹೇಳಿದರು.	[46, 689, 353, 973]
bottom-col3	[580, 2071, 827, 2378]
column-divider	[365, 98, 367, 1724]
bottom-headline: ಮಹಿಳೆಯರು ಸ್ವಾವಲಂಬಿ ಜೀವನ ಹೊಂದಬೇಕು	[46, 1740, 917, 1800]
story3-title: ಏ.4ರಂದ ಎನ್‌ಎಸ್‌ಎಸ್ ಶಿಬಿರ ಆಯೋಜನೆ	[46, 1573, 353, 1599]
story4-col1-text: ಚಿತ್ರದುರ್ಗ: ಅಧರ್ಮ, ಅನೀತಿ, ಅಂಧಕಾರ, ಅತ್ಯಾಚಾರಗಳು ಭೂಮಿಯ ಮೇಲೆ ಹೆಚ್ಚಾದಾಗ ದೇವರು ಅವತಾರ ಎತ್ತಿ, ಇವುಗಳಿಗೆ ಅಂತ್ಯಹಾಡಿ, ಧರ್ಮ ರಕ್ಷಣೆ ಮಾಡುತ್ತಾನೆ ಎಂದು ಹಿಂದೂ ಧರ್ಮ ಗ್ರಂಥಗಳಲ್ಲಿ ಉಲ್ಲೇಖಿಸಲಾಗಿದೆ. ಅಗ್ನಿಬನ್ನಿರಾಯರು ಸಹ ಧರ್ಮ ರಕ್ಷಣೆಗಾಗಿ ಜನ್ಮಸಿದವರು ಎಂದು ಉಪವಿಭಾಗಾಧಿಕಾರಿ ಮಹಬೂಬ್ ಜಿಲಾನಿ ಹೇಳಿದರು. ಜಿಲ್ಲಾಡಳಿತ, ಜಿಲ್ಲಾ ಪಂಚಾಯಿತಿ, ಕನ್ನಡ ಮತ್ತು ಸಂಸ್ಕೃತಿ ಇಲಾಖೆ ಹಾಗೂ ಚಿತ್ರದುರ್ಗ ನಗರಸಭೆ ಇವರ ಸಂಯುಕ್ತ ಆಶ್ರಯದಲ್ಲಿ ಶುಕ್ರವಾರ ನಗರದ ಜಿಲ್ಲಾಧಿಕಾರಿಗಳ ಕಚೇರಿ ಸಭಾಂಗಣದಲ್ಲಿ ಏರ್ಪಡಿಸಲಾಗಿದ್ದ ಶ್ರೀ ಅಗ್ನಿಬನ್ನಿರಾಯರ ಜಯಂತಿ ಕಾರ್ಯಕ್ರಮದಲ್ಲಿ, ಅಗ್ನಿಬನ್ನಿರಾಯರ ಭಾವಚಿತ್ರಕ್ಕೆ ಪುಷ್ಪನಮನ ಸಲ್ಲಿಸಿ ಅವರು ಮಾತನಾಡಿದರು. ವೇದಗಳು ಹಾಗೂ 18 ಪುರಾಣಗಳನ್ನು ಓದಿದಾಗ, ಸರ್ವ ದೇವರ ಅವತಾರ ಕುರಿತು ಸ್ಪಷ್ಟ ಚಿತ್ರಣ ದೊರೆಯುತ್ತದೆ. ದೇವತೆಗಳು ಶಿವಭಕ್ತರು, ಏಷ್ಯನುಚರಣಗಳಿಂದ.	[377, 1086, 607, 1336]
story4-col2	[618, 1085, 848, 1530]
story5-body	[377, 1588, 1118, 1718]
bottom-col2-text: ಪ್ರಾರಂಭ ಆಗಿತ್ತಿದ್ದು, ಉದ್ಯೋಗ ಚೀಟಿ ಹೊಂದಿದ ಕುಟುಂಬಗಳು ಮತ್ತು ವಿಕಲಚೇತನ ಮಹಿಳೆಯರು ಕೂಡ ಕೆಲಸ ಪಡೆದು ಮನರೇಗಾ ಯೋಜನೆಯಡಿ 100 ದಿನಗಳ ಉದ್ಯೋಗ ಲಾಭ ಪಡೆಯಬೇಕು ಎಂದು ತಿಳಿಸಿದರು. ಮುಖ್ಯ ಅತಿಥಿಗಳಾಗಿ ಭಾಗವಹಿಸಿದ್ದ ಜಿಲ್ಲಾ ಪೊಲೀಸ್ ವರಿಷ್ಠಾಧಿಕಾರಿ ಡಾ.ಶೋಭಾರಾಣಿ ವಿ.ಜೆ ಅವರು ಮಾತನಾಡಿ, ಮಹಿಳೆಯರು ಎಲ್ಲಾ ಕ್ಷೇತ್ರದಲ್ಲಿ ಹೆಚ್ಚು ಸಾಧನೆ ಮಾಡಬೇಕು ಎಂದರು. ಜಿಲ್ಲಾ ಆಯುಷ್ ಇಲಾಖೆಯ ಡಾ. ಹಾಗೂ ಬಳ್ಳಾರಿ ವಿಮ್ಸ್ ಆಸ್ಪತ್ರೆಯ ವೈದ್ಯರು ಆರೋಗ್ಯ ತಪಾಸಣೆ ನಡೆಸಿದರು.	[321, 2073, 566, 2222]
right-column-divider	[1127, 790, 1129, 1718]
story6-body	[1140, 1028, 1502, 1427]
issue-date: ಶನಿವಾರ 29, ಮಾರ್ಚ್ 2025	[73, 49, 260, 68]
ropeway-site-photo	[1140, 793, 1502, 947]
bottom-rule	[46, 1729, 1129, 1731]
story3-text: ಧಾರವಾಡ: ಧಾರವಾಡದ ಸರ್ಕಾರಿ ಪ್ರಥಮ ದರ್ಜೆ ಕಾಲೇಜಿನ ರಾಷ್ಟ್ರೀಯ ಸೇವಾ ಯೋಜನೆ ಘಟಕಗಳ 2024-25 ನೇ ಶೈಕ್ಷಣಿಕ ಸಾಲಿನ ವಾರ್ಷಿಕ ವಿಶೇಷ ಶಿಬಿರವನ್ನು ಏಪ್ರಿಲ್ 4, 2025 ರಿಂದ ಏಪ್ರಿಲ್ 10, 2025 ರವರೆಗೆ ಧಾರವಾಡ ತಾಲೂಕಿನ ದಡ್ಡಿಕಮಲಾಪುರ ಗ್ರಾಮದಲ್ಲಿ ಹಮ್ಮಿಕೊಳ್ಳಲಾಗಿದೆ ಎಂದು ಕಾಲೇಜಿನ ಪ್ರಾಂಶುಪಾಲರು ಪ್ರಕಟಣೆಯಲ್ಲಿ ತಿಳಿಸಿದ್ದಾರೆ.	[46, 1605, 353, 1686]
header-rule	[46, 83, 1503, 85]
story7-body	[1149, 1480, 1494, 2370]
bottom-col4	[841, 1826, 1129, 2378]
top-story-col1	[377, 212, 638, 770]
consultation-photo	[652, 215, 1204, 422]
story4-side-text: ವಿದ್ವಾಂಸರು ಗುರುತಿಸಿದ್ದಾರೆ. ಆದರೆ ಕೆಲ ವಿದ್ವಾಂಸರು ಇವರು ಕನ್ನಡಿಗರು ಎಂದು ಅಭಿಪ್ರಾಯ ವ್ಯಕ್ತಪಡಿಸಿದ್ದಾರೆ. ಮೈಸೂರು ರಾಜ್ಯದ ಆಡಳಿತ ನಡೆಸುತ್ತಿದ್ದ ಹೈದರಾಲಿಯು, ತಮಿಳುನಾಡಿನಿಂದ ಕೃಷಿ ಹಾಗೂ ತೋಟಗಾರಿಕೆಯಲ್ಲಿ ಅನುಭವ ಹೊಂದಿದ್ದ ತಿಗಳರನ್ನು ಕರೆತಂದು ಬೆಂಗಳೂರಿನಲ್ಲಿ ಲಾಲ್‌ಬಾಗ್ ಉದ್ಯಾನವನ್ನು ನಿರ್ಮಿಸಿದರು ಎಂದು ಇತಿಹಾಸ ತಿಳಿಸುತ್ತದೆ. ಮುಂದಿನ ದಿನಗಳಲ್ಲಿ ನಡೆಯುವ ಕರಗ ಉತ್ಸವವು ತಿಗಳರ ಸಾಂಸ್ಕೃತಿಕ ವೈಭವವನ್ನು ಬಿಂಬಿಸುತ್ತದೆ.	[864, 848, 1117, 963]
meeting-photo	[46, 98, 353, 259]
story6-text: ಬಳ್ಳಾರಿ: ನಗರದ ಹೃದಯ ಭಾಗದಲ್ಲಿರುವ ಏಕಶಿಲಾ ಬೆಟ್ಟಕ್ಕೆ ರೋಪ್ ವೇ ನಿರ್ಮಾಣ ಮಾಡುವ ಸಂಬಂಧ ಸ್ಥಳ ಪರಿಶೀಲನೆ ನಡೆಸಲಾಯಿತು. ಜಿಲ್ಲಾಧಿಕಾರಿ ಪ್ರಶಾಂತ್ ಕುಮಾರ್ ಮಿಶ್ರಾ ಅವರು ಅಧಿಕಾರಿಗಳೊಂದಿಗೆ ಬೆಟ್ಟದ ಕೆಳಭಾಗ ಮತ್ತು ಮೇಲ್ಭಾಗದ ಸ್ಥಳಗಳನ್ನು ಪರಿಶೀಲಿಸಿ ಮಾಹಿತಿ ಪಡೆದರು. ರೋಪ್ ವೇ ನಿರ್ಮಾಣದಿಂದ ಪ್ರವಾಸೋದ್ಯಮಕ್ಕೆ ಉತ್ತೇಜನ ದೊರೆಯಲಿದ್ದು, ಐತಿಹಾಸಿಕ ಕೋಟೆಯ ವೀಕ್ಷಣೆಗೆ ಪ್ರವಾಸಿಗರಿಗೆ ಅನುಕೂಲವಾಗಲಿದೆ. ಸಂಬಂಧಪಟ್ಟ ಇಲಾಖೆಗಳು ಶೀಘ್ರವಾಗಿ ಯೋಜನಾ ವರದಿ ಸಿದ್ಧಪಡಿಸಬೇಕು ಎಂದು ಸೂಚಿಸಿದರು. ಪುರಾತತ್ವ ಇಲಾಖೆ, ಪ್ರವಾಸೋದ್ಯಮ ಇಲಾಖೆ, ಮಹಾನಗರ ಪಾಲಿಕೆ ಅಧಿಕಾರಿಗಳು ಉಪಸ್ಥಿತರಿದ್ದರು.	[1140, 1029, 1502, 1145]
story6-title: ಬಳ್ಳಾರಿ: ಐತಿಹಾಸಿಕ ಏಕಶಿಲಾ ಬೆಟ್ಟಕ್ಕೆ ರೋಪ್ ವೇ; ಸ್ಥಳ ಪರಿಶೀಲನೆ	[1140, 957, 1480, 1012]
top-story-col1-text: ದಾವಣಗೆರೆ: ನ್ಯಾಯಮೂರ್ತಿಗಳ ಹಾಗೂ ರಾಜ್ಯದ ಉಪಲೋಕಾಯುಕ್ತರಾದ ಬಿ.ವೀರಪ್ಪನವರು ಏಪ್ರಿಲ್ 22 ರಿಂದ 26 ರ ವರೆಗೆ ದಾವಣಗೆರೆ ಜಿಲ್ಲೆಗೆ ಭೇಟಿ ನೀಡುತ್ತಿದ್ದು ಸಾರ್ವಜನಿಕರಿಂದ ಅಹವಾಲು ಸ್ವೀಕಾರ, ವಿವಿಧ ಕಚೇರಿಗಳಿಗೆ ಭೇಟಿ ನೀಡಿ ಲೋಕಾಯುಕ್ತ ಪ್ರಕರಣಗಳ ಸಾರ್ವಜನಿಕ ವಿಚಾರಣೆ ನಡೆಸುವರು ಎಂದು ಜಿಲ್ಲಾಧಿಕಾರಿ ಗಂಗಾಧರಸ್ವಾಮಿ ಜಿ.ಎಂ. ತಿಳಿಸಿದರು. ಅವರು ಶುಕ್ರವಾರ ಜಿಲ್ಲಾ ಪಂಚಾಯಿತ್ ಸಭಾಂಗಣದಲ್ಲಿ ಉಪಲೋಕಾಯುಕ್ತರು ಹಾಗೂ ಅವರೊಂದಿಗೆ ಆಗಮಿಸುವ ಅವರ ಸಿಬ್ಬಂದಿಗಳು, ಉಪನಿಬಂಧಕರ ಪ್ರವಾಸದ ಬಗ್ಗೆ ಮಾಹಿತಿ ನೀಡಿದರು. ಉಪಲೋಕಾಯುಕ್ತರು ಏಪ್ರಿಲ್ 22 ರಂದು ರಾತ್ರಿ 8.30 ಕ್ಕೆ ದಾವಣಗೆರೆಗೆ ಆಗಮಿಸಿ ಸರ್ಕ್ಯೂಟ್‌ಹೌಸ್‌ನಲ್ಲಿ ವಾಸ್ತವ್ಯ ಹೂಡುವರು. ಏ.23 ರಂದು ಬೆಳ್ಳಿಗ್ಗೆ 6.30 ರಿಂದ ವಿವಿಧ ಸ್ಥಳಗಳಿಗೆ ಭೇಟಿ ನೀಡುವರು. ಬೆ. 9.45 ರಿಂದ 10.45 ರವರೆಗೆ ದಾವಣಗೆರೆ ನ್ಯಾಯಾಂಗ ಸಂಕೀರ್ಣದಲ್ಲಿನ ಬಾರ್ ಅಸೋಸಿಯೇಷನ್‌ನಲ್ಲಿ ವಕೀಲರೊಂದಿಗೆ ಸಂವಾದ ನಡೆಸುವರು. ಬೆ.11 ರಿಂದ 1.30 ರವರೆಗೆ ವಿವಿಧ ಸ್ಥಳಗಳಿಗೆ ಭೇಟಿ ನೀಡುವರು. ಮ.2.30 ರಿಂದ ವಿವಿಧ ಸ್ಥಳಗಳಿಗೆ ಭೇಟಿ ನೀಡಿ ವಾಸ್ತವ್ಯ ಹೂಡುವರು. ಏ.24 ರಂದು ಬೆಳ್ಳಿಗ್ಗೆ 6.30 ರಿಂದ ವಿವಿಧ ಸ್ಥಳಗಳಿಗೆ ಭೇಟಿ ನೀಡುವರು. ಬೆ.10 ರಿಂದ ಮಧ್ಯಾಹ್ನ 1.30 ರವರೆಗೆ ಜಿಲ್ಲಾಡಳಿತ ಭವನದಲ್ಲಿನ ತುಂಗಭದ್ರಾ ಸಭಾಂಗಣದಲ್ಲಿ ಸಾರ್ವಜನಿಕರಿಂದ ಅಹವಾಲು ಸ್ವೀಕರಿಸಿ ವಿಚಾರಣೆ ನಡೆಸುವರು. ಮಧ್ಯಾಹ್ನ 2.30 ರಿಂದ ಸಂಜೆ 5	[377, 213, 638, 565]
story1-text: ಗದಗ: ನರೇಗಾ ಯೋಜನೆ ಕೇಂದ್ರ ಸರ್ಕಾರದ ಆಶಾದಾಯಕವಾದ ಕಾರ್ಯಕ್ರಮ ಕುಟುಂಬದ ಆರ್ಥಿಕ ಪರಿಸ್ಥಿತಿ ಸುಧಾರಣೆಗೊಳ್ಳಲು ಸಹಕಾರಿಯಾಗಿದೆ ಎಂದು ಗ್ರಾಮ ಪಂಚಾಯತ ಅಭಿವೃದ್ಧಿ ಅಧಿಕಾರಿ ಶ್ರೀ. ಕೇಶವ ಲಮಾಣಿ ಹೇಳಿದರು. ತಾಲೂಕಿನ ಬೆಳದಡಿ ಗ್ರಾಮದಲ್ಲಿ ಆಯೋಜಿಸಲಾಗಿದ್ದ ಗ್ರಾಮ ಪಂಚಾಯತ ಮಟ್ಟದ ಕಾಯಕ ಬಂಧುಗಳ ತರಬೇತಿ ಕಾರ್ಯಾಗಾರವನ್ನು ಉದ್ಘಾಟಿಸಿ ಮಾತನಾಡಿ ಕಾಯಕ ಬಂಧುಗಳ ಕರ್ತವ್ಯ ಹಾಗೂ ಹಕ್ಕುಗಳನ್ನು ಪ್ರತಿಯೊಬ್ಬರು ಪಾಲನೆ ಮಾಡಬೇಕು ಎಂದರು. ಯೋಜನೆಯ ಸ್ವರೂಪ, ಕಾಮೈ ರೂಪರೇಷೆಗಳು ಹಾಗೂ ಒಗ್ಗೂಡಿಸುವಿಕೆ ಬಗ್ಗೆ ವಿವರವಾಗಿ ಮಾಹಿತಿ ನೀಡಿದರು. ಐಇಸಿ ಸಂಯೋಜಕ ವಿಠಲ ಮಾತನಾಡಿ ಕಾಯಕ ಬಂಧುಗಳ ಜವಾಬ್ದಾರಿ ಮತ್ತು ಕರ್ತವ್ಯಗಳು, ಎನ್‌ಎಂಎಂಎಸ್ ಬಗ್ಗೆ ಮಾಹಿತಿ ನೀಡಿದರು.	[46, 290, 353, 456]
bottom-col2	[321, 2071, 566, 2378]
bottom-col1	[46, 1826, 307, 2378]
